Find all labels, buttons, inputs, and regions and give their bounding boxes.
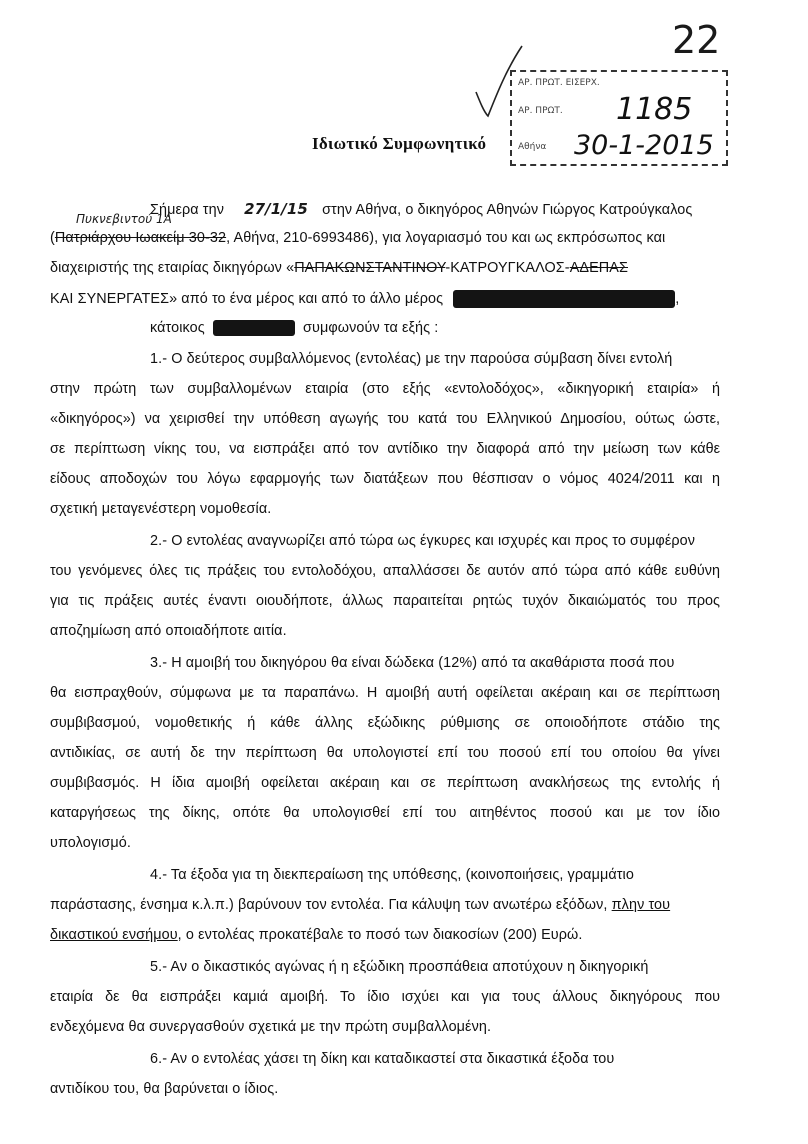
p2-line-3: για τις πράξεις αυτές έναντι οιουδήποτε, άλλως παραιτείται ρητώς τυχόν δικαιώματός του προς <box>50 593 720 609</box>
p3-line-6: καταργήσεως της δίκης, οπότε θα υπολογισθεί επί του αιτηθέντος ποσού και με τον ίδιο <box>50 805 720 821</box>
registry-stamp <box>510 70 728 166</box>
intro-line-5: κάτοικος συμφωνούν τα εξής : <box>150 320 439 336</box>
p1-line-5: είδους αποδοχών του λόγω εφαρμογής των διατάξεων που θέσπισαν ο νόμος 4024/2011 και η <box>50 471 720 487</box>
intro-line-4: ΚΑΙ ΣΥΝΕΡΓΑΤΕΣ» από το ένα μέρος και από το άλλο μέρος , <box>50 290 680 307</box>
stamp-number: 1185 <box>616 92 693 127</box>
redacted-name <box>453 290 675 308</box>
struck-partner-2: ΑΔΕΠΑΣ <box>569 260 628 276</box>
handwritten-date: 27/1/15 <box>244 200 308 218</box>
page-number: 22 <box>672 18 721 62</box>
document-title: Ιδιωτικό Συμφωνητικό <box>312 134 487 153</box>
stamp-date-label: Αθήνα <box>518 142 547 152</box>
p3-line-1: 3.- Η αμοιβή του δικηγόρου θα είναι δώδεκα (12%) από τα ακαθάριστα ποσά που <box>150 655 675 671</box>
p4-line-1: 4.- Τα έξοδα για τη διεκπεραίωση της υπόθεσης, (κοινοποιήσεις, γραμμάτιο <box>150 867 634 883</box>
p2-line-2: του γενόμενες όλες τις πράξεις του εντολοδόχου, απαλλάσσει δε αυτόν από τώρα από κάθε ευθύνη <box>50 563 720 579</box>
p1-line-1: 1.- Ο δεύτερος συμβαλλόμενος (εντολέας) με την παρούσα σύμβαση δίνει εντολή <box>150 351 673 367</box>
p3-line-2: θα εισπραχθούν, σύμφωνα με τα παραπάνω. Η αμοιβή αυτή οφείλεται ακέραιη και σε περίπτωση <box>50 685 720 701</box>
p2-line-4: αποζημίωση από οποιαδήποτε αιτία. <box>50 623 287 639</box>
stamp-date: 30-1-2015 <box>574 130 714 161</box>
redacted-residence <box>213 320 295 336</box>
struck-address: Πατριάρχου Ιωακείμ 30-32 <box>54 230 227 246</box>
p5-line-3: ενδεχόμενα θα συνεργασθούν σχετικά με την πρώτη συμβαλλομένη. <box>50 1019 492 1035</box>
p4-line-3: δικαστικού ενσήμου, ο εντολέας προκατέβαλε το ποσό των διακοσίων (200) Ευρώ. <box>50 927 583 943</box>
intro-line-2: (Πατριάρχου Ιωακείμ 30-32, Αθήνα, 210-6993486), για λογαριασμό του και ως εκπρόσωπος και <box>50 230 666 246</box>
p1-line-2: στην πρώτη των συμβαλλομένων εταιρία (στο εξής «εντολοδόχος», «δικηγορική εταιρία» ή <box>50 381 720 397</box>
p3-line-7: υπολογισμό. <box>50 835 131 851</box>
p1-line-6: σχετική μεταγενέστερη νομοθεσία. <box>50 501 272 517</box>
p6-line-1: 6.- Αν ο εντολέας χάσει τη δίκη και καταδικαστεί στα δικαστικά έξοδα του <box>150 1051 615 1067</box>
p6-line-2: αντιδίκου του, θα βαρύνεται ο ίδιος. <box>50 1081 279 1097</box>
handwritten-address: Πυκνεβιντού 1Α <box>76 212 172 226</box>
intro-line-3: διαχειριστής της εταιρίας δικηγόρων «ΠΑΠΑΚΩΝΣΤΑΝΤΙΝΟΥ-ΚΑΤΡΟΥΓΚΑΛΟΣ-ΑΔΕΠΑΣ <box>50 260 628 276</box>
p5-line-2: εταιρία δε θα εισπράξει καμιά αμοιβή. Το ίδιο ισχύει και για τους άλλους δικηγόρους που <box>50 989 720 1005</box>
underlined-court-stamp: δικαστικού ενσήμου <box>50 927 178 943</box>
stamp-number-label: ΑΡ. ΠΡΩΤ. <box>518 106 563 116</box>
p3-line-5: συμβιβασμός. Η ίδια αμοιβή οφείλεται ακέραιη και σε περίπτωση ανακλήσεως της εντολής ή <box>50 775 720 791</box>
p1-line-3: «δικηγόρος») να χειρισθεί την υπόθεση αγωγής του κατά του Ελληνικού Δημοσίου, ούτως ώστε, <box>50 411 720 427</box>
underlined-except: πλην του <box>611 897 671 913</box>
p3-line-4: αντιδικίας, σε αυτή δε την περίπτωση θα υπολογιστεί επί του ποσού επί του οποίου θα γίνει <box>50 745 720 761</box>
p2-line-1: 2.- Ο εντολέας αναγνωρίζει από τώρα ως έγκυρες και ισχυρές και προς το συμφέρον <box>150 533 696 549</box>
stamp-header: ΑΡ. ΠΡΩΤ. ΕΙΣΕΡΧ. <box>518 78 600 88</box>
p1-line-4: σε περίπτωση νίκης του, να εισπράξει από τον αντίδικο την διαφορά από την μείωση των κάθε <box>50 441 720 457</box>
p4-line-2: παράστασης, ένσημα κ.λ.π.) βαρύνουν τον εντολέα. Για κάλυψη των ανωτέρω εξόδων, πλην του <box>50 897 671 913</box>
p5-line-1: 5.- Αν ο δικαστικός αγώνας ή η εξώδικη προσπάθεια αποτύχουν η δικηγορική <box>150 959 649 975</box>
struck-partner-1: ΠΑΠΑΚΩΝΣΤΑΝΤΙΝΟΥ <box>294 260 446 276</box>
p3-line-3: συμβιβασμού, νομοθετικής ή κάθε άλλης εξώδικης ρύθμισης σε οποιοδήποτε στάδιο της <box>50 715 720 731</box>
intro-line-1: Σήμερα την 27/1/15 στην Αθήνα, ο δικηγόρος Αθηνών Γιώργος Κατρούγκαλος <box>150 200 693 218</box>
